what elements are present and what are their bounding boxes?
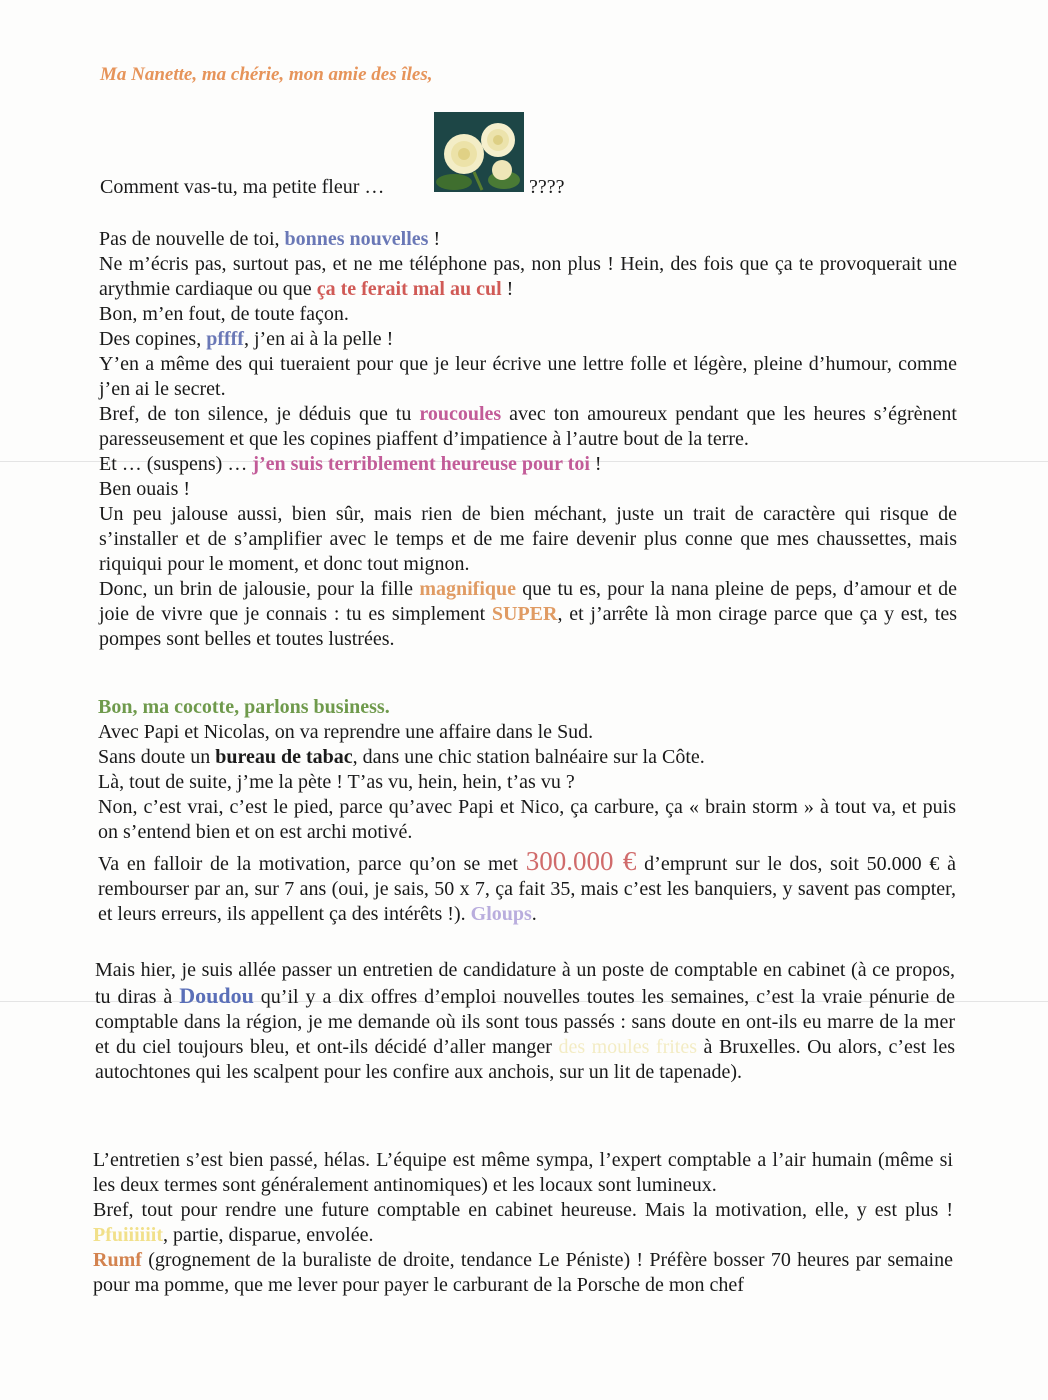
highlight-phrase: roucoules (419, 403, 502, 425)
text-line: Pas de nouvelle de toi, bonnes nouvelles ! (99, 228, 441, 250)
text-line: Va en falloir de la motivation, parce qu’on se met 300.000 € d’emprunt sur le dos, soit 50.000 € à rembourser par an, sur 7 ans (oui, je sais, 50 x 7, ça fait 35, mais c’est les banquiers, y savent pas compter, et leurs erreurs, ils appellent ça des intérêts !). Gloups. (98, 846, 957, 925)
text-line: Sans doute un bureau de tabac, dans une chic station balnéaire sur la Côte. (98, 746, 705, 768)
paragraph-business (98, 695, 956, 927)
text-line: Des copines, pffff, j’en ai à la pelle ! (99, 328, 394, 350)
text-line: Donc, un brin de jalousie, pour la fille magnifique que tu es, pour la nana pleine de peps, d’amour et de joie de vivre que je connais : tu es simplement SUPER, et j’arrête là mon cirage parce que ça y est, tes pompes sont belles et toutes lustrées. (99, 578, 957, 650)
text-line: Ne m’écris pas, surtout pas, et ne me téléphone pas, non plus ! Hein, des fois que ça te provoquerait une arythmie cardiaque ou que ça te ferait mal au cul ! (99, 253, 957, 300)
highlight-phrase: bonnes nouvelles (284, 228, 429, 250)
text-line: Rumf (grognement de la buraliste de droite, tendance Le Péniste) ! Préfère bosser 70 heures par semaine pour ma pomme, que me lever pour payer le carburant de la Porsche de mon chef (93, 1249, 953, 1296)
highlight-phrase: des moules frites (558, 1036, 698, 1058)
text-line: Y’en a même des qui tueraient pour que je leur écrive une lettre folle et légère, pleine d’humour, comme j’en ai le secret. (99, 353, 957, 400)
text-line: Bon, m’en fout, de toute façon. (99, 303, 349, 325)
highlight-phrase: Pfuiiiiiit (93, 1224, 163, 1246)
highlight-phrase: pffff (206, 328, 244, 350)
highlight-amount: 300.000 € (525, 846, 637, 876)
text-line: Là, tout de suite, j’me la pète ! T’as vu, hein, hein, t’as vu ? (98, 771, 575, 793)
text-line: Avec Papi et Nicolas, on va reprendre une affaire dans le Sud. (98, 721, 594, 743)
paragraph-conclusion (93, 1148, 953, 1298)
text-line: Bref, de ton silence, je déduis que tu roucoules avec ton amoureux pendant que les heures s’égrènent paresseusement et que les copines piaffent d’impatience à l’autre bout de la terre. (99, 403, 957, 450)
highlight-phrase: magnifique (419, 578, 516, 600)
highlight-phrase: j’en suis terriblement heureuse pour toi (252, 453, 590, 475)
greeting-question-marks: ???? (529, 176, 565, 198)
text-line: Bref, tout pour rendre une future comptable en cabinet heureuse. Mais la motivation, elle, y est plus ! Pfuiiiiiit, partie, disparue, envolée. (93, 1199, 953, 1246)
white-roses-photo (434, 112, 524, 192)
text-line: Et … (suspens) … j’en suis terriblement heureuse pour toi ! (99, 453, 602, 475)
text-line: Non, c’est vrai, c’est le pied, parce qu’avec Papi et Nico, ça carbure, ça « brain storm » à tout va, et puis on s’entend bien et on est archi motivé. (98, 796, 956, 843)
paragraph-interview (95, 958, 955, 1085)
text-line: Mais hier, je suis allée passer un entretien de candidature à un poste de comptable en cabinet (à ce propos, tu diras à Doudou qu’il y a dix offres d’emploi nouvelles toutes les semaines, c’est la vraie pénurie de comptable dans la région, je me demande où ils sont tous passés : sans doute en ont-ils eu marre de la mer et du ciel toujours bleu, et ont-ils décidé d’aller manger des moules frites à Bruxelles. Ou alors, c’est les autochtones qui les scalpent pour les confire aux anchois, sur un lit de tapenade). (95, 959, 955, 1083)
highlight-phrase: Rumf (93, 1249, 142, 1271)
paragraph-news (99, 227, 957, 652)
highlight-phrase: Gloups (470, 903, 532, 925)
salutation: Ma Nanette, ma chérie, mon amie des îles, (100, 64, 433, 85)
highlight-phrase: SUPER (491, 603, 558, 625)
text-line: Ben ouais ! (99, 478, 191, 500)
text-line: L’entretien s’est bien passé, hélas. L’équipe est même sympa, l’expert comptable a l’air humain (même si les deux termes sont généralement antinomiques) et les locaux sont lumineux. (93, 1149, 953, 1196)
greeting-line: Comment vas-tu, ma petite fleur … (100, 176, 385, 198)
highlight-phrase: ça te ferait mal au cul (316, 278, 502, 300)
text-line: Un peu jalouse aussi, bien sûr, mais rien de bien méchant, juste un trait de caractère qui risque de s’installer et de s’amplifier avec le temps et de me faire devenir plus conne que mes chaussettes, mais riquiqui pour le moment, et donc tout mignon. (99, 503, 957, 575)
highlight-name: Doudou (179, 983, 254, 1008)
section-heading: Bon, ma cocotte, parlons business. (98, 696, 390, 718)
highlight-phrase: bureau de tabac (215, 746, 353, 768)
